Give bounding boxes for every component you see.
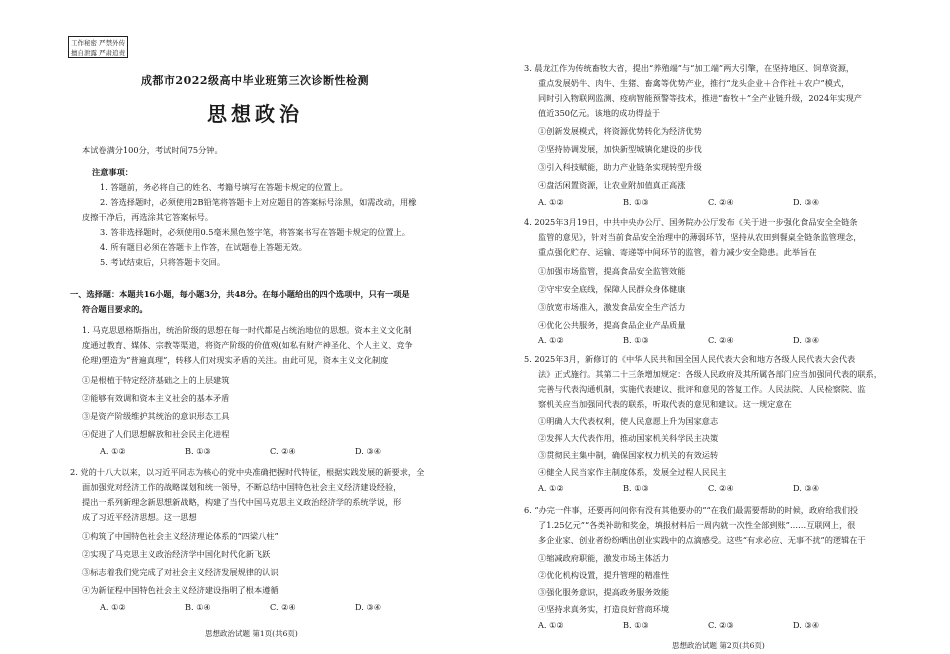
q5-option-d[interactable]: D. ③④ xyxy=(793,483,820,493)
q3-options xyxy=(538,197,878,207)
stamp-line-1: 工作秘密 严禁外传 xyxy=(71,39,126,47)
subject-title: 思想政治 xyxy=(207,102,303,126)
q4-option-b[interactable]: B. ①③ xyxy=(623,335,649,345)
q6-item-2: ②优化机构设置，提升管理的精准性 xyxy=(538,570,670,580)
q5-item-4: ④健全人民当家作主制度体系，发展全过程人民民主 xyxy=(538,467,727,477)
note-5: 5. 考试结束后，只将答题卡交回。 xyxy=(100,257,226,267)
q2-item-2: ②实现了马克思主义政治经济学中国化时代化新飞跃 xyxy=(82,549,271,559)
q5-option-a[interactable]: A. ①② xyxy=(538,483,564,493)
q3-stem-1: 3. 晨龙江作为传统畜牧大省，提出“养殖端”与“加工端”两大引擎，在坚持地区、饲草资源， xyxy=(524,63,855,73)
q1-options xyxy=(100,446,440,456)
q4-stem-2: 监管的意见》，针对当前食品安全治理中的薄弱环节，坚持从农田到餐桌全链条监管理念， xyxy=(538,232,862,242)
q6-item-3: ③强化服务意识，提高政务服务效能 xyxy=(538,587,670,597)
q3-stem-2: 重点发展奶牛、肉牛、生猪、畜禽等优势产业，推行“龙头企业＋合作社＋农户”模式， xyxy=(538,78,850,88)
q1-stem-3: 伦理)塑造为“普遍真理”，转移人们对现实矛盾的关注。由此可见，资本主义文化制度 xyxy=(82,355,389,365)
note-2-cont: 皮擦干净后，再选涂其它答案标号。 xyxy=(82,212,214,222)
notes-title: 注意事项： xyxy=(92,167,133,177)
q5-stem-3: 完善与代表沟通机制，实施代表建议、批评和意见的答复工作。人民法院、人民检察院、监 xyxy=(538,384,866,394)
q3-item-3: ③引入科技赋能，助力产业链条实现转型升级 xyxy=(538,162,702,172)
q2-option-a[interactable]: A. ①② xyxy=(100,602,126,612)
q2-options xyxy=(100,602,440,612)
q4-item-2: ②守牢安全底线，保障人民群众身体健康 xyxy=(538,284,686,294)
q4-stem-1: 4. 2025年3月19日，中共中央办公厅、国务院办公厅发布《关于进一步强化食品安全全链条 xyxy=(524,217,858,227)
q5-stem-4: 察机关应当加强同代表的联系，听取代表的意见和建议。这一规定意在 xyxy=(538,399,792,409)
q4-option-c[interactable]: C. ②④ xyxy=(708,335,734,345)
q6-stem-1: 6. “办完一件事，还要再问问你有没有其他要办的”“在我们最需要帮助的时候，政府给我们投 xyxy=(524,505,859,515)
q3-stem-4: 值近350亿元。该地的成功得益于 xyxy=(538,108,661,118)
q4-option-d[interactable]: D. ③④ xyxy=(793,335,820,345)
q4-options xyxy=(538,335,878,345)
page-footer-left: 思想政治试题 第1页(共6页) xyxy=(205,629,298,638)
q4-item-4: ④优化公共服务，提高食品企业产品质量 xyxy=(538,320,686,330)
q6-option-d[interactable]: D. ③④ xyxy=(793,620,820,630)
exam-title: 成都市2022级高中毕业班第三次诊断性检测 xyxy=(140,74,370,87)
q1-option-d[interactable]: D. ③④ xyxy=(355,446,382,456)
q2-option-b[interactable]: B. ①④ xyxy=(185,602,211,612)
q3-option-a[interactable]: A. ①② xyxy=(538,197,564,207)
q2-item-4: ④为新征程中国特色社会主义经济建设指明了根本遵循 xyxy=(82,585,279,595)
section-title-line-1: 一、选择题：本题共16小题，每小题3分，共48分。在每小题给出的四个选项中，只有一项是 xyxy=(70,289,410,299)
q6-stem-2: 了1.25亿元”“各类补助和奖金，填报材料后一周内就一次性全部到账”……互联网上，很 xyxy=(538,520,856,530)
q1-stem-2: 度通过教育、媒体、宗教等渠道，将资产阶级的价值观(如私有财产神圣化、个人主义、竞争 xyxy=(82,340,413,350)
section-title-line-2: 符合题目要求的。 xyxy=(82,304,148,314)
q6-option-c[interactable]: C. ②③ xyxy=(708,620,734,630)
q1-stem-1: 1. 马克思恩格斯指出，统治阶级的思想在每一时代都是占统治地位的思想。资本主义文化制 xyxy=(82,325,412,335)
note-4: 4. 所有题目必须在答题卡上作答，在试题卷上答题无效。 xyxy=(100,242,307,252)
q2-stem-4: 成了习近平经济思想。这一思想 xyxy=(82,512,197,522)
q3-option-b[interactable]: B. ①③ xyxy=(623,197,649,207)
note-3: 3. 答非选择题时，必须使用0.5毫米黑色签字笔，将答案书写在答题卡规定的位置上。 xyxy=(100,227,410,237)
q6-item-1: ①缩减政府职能，激发市场主体活力 xyxy=(538,553,670,563)
q3-option-d[interactable]: D. ③④ xyxy=(793,197,820,207)
q5-option-c[interactable]: C. ②④ xyxy=(708,483,734,493)
exam-info: 本试卷满分100分，考试时间75分钟。 xyxy=(82,145,223,155)
q5-stem-2: 法》正式施行。其第二十三条增加规定：各级人民政府及其所属各部门应当加强同代表的联系， xyxy=(538,369,882,379)
q1-option-c[interactable]: C. ②④ xyxy=(270,446,296,456)
q2-stem-1: 2. 党的十八大以来，以习近平同志为核心的党中央准确把握时代特征，根据实践发展的新要求，全 xyxy=(70,467,425,477)
q3-item-4: ④盘活闲置资源，让农业附加值真正高涨 xyxy=(538,180,686,190)
q5-options xyxy=(538,483,878,493)
confidential-stamp xyxy=(68,36,128,58)
q1-item-3: ③是资产阶级维护其统治的意识形态工具 xyxy=(82,411,230,421)
q2-stem-2: 面加强党对经济工作的战略谋划和统一领导，不断总结中国特色社会主义经济建设经验， xyxy=(82,482,402,492)
q3-item-1: ①创新发展模式，将资源优势转化为经济优势 xyxy=(538,126,702,136)
q1-option-a[interactable]: A. ①② xyxy=(100,446,126,456)
q3-option-c[interactable]: C. ②④ xyxy=(708,197,734,207)
q2-option-c[interactable]: C. ②④ xyxy=(270,602,296,612)
q6-option-a[interactable]: A. ①② xyxy=(538,620,564,630)
q2-item-1: ①构筑了中国特色社会主义经济理论体系的“四梁八柱” xyxy=(82,531,279,541)
q5-item-2: ②发挥人大代表作用，推动国家机关科学民主决策 xyxy=(538,433,719,443)
q4-item-3: ③放宽市场准入，激发食品安全生产活力 xyxy=(538,302,686,312)
q4-stem-3: 重点强化贮存、运输、寄递等中间环节的监管，着力减少安全隐患。此举旨在 xyxy=(538,247,817,257)
q5-item-1: ①明确人大代表权利，使人民意愿上升为国家意志 xyxy=(538,416,719,426)
q3-stem-3: 同时引入物联网监测、疫病智能预警等技术，推进“畜牧＋”全产业链升级，2024年实现产 xyxy=(538,93,862,103)
q4-item-1: ①加强市场监管，提高食品安全监管效能 xyxy=(538,266,686,276)
q3-item-2: ②坚持协调发展，加快新型城镇化建设的步伐 xyxy=(538,144,702,154)
q5-stem-1: 5. 2025年3月，新修订的《中华人民共和国全国人民代表大会和地方各级人民代表大会代表 xyxy=(524,354,856,364)
note-2: 2. 答选择题时，必须使用2B铅笔将答题卡上对应题目的答案标号涂黑，如需改动，用橡 xyxy=(100,197,417,207)
q6-item-4: ④坚持求真务实，打造良好营商环境 xyxy=(538,604,670,614)
q6-stem-3: 多企业家、创业者纷纷晒出创业实践中的点滴感受。这些“有求必应、无事不扰”的逻辑在于 xyxy=(538,535,866,545)
q5-option-b[interactable]: B. ①③ xyxy=(623,483,649,493)
stamp-line-2: 擅自泄露 严肃追责 xyxy=(71,49,126,57)
q4-option-a[interactable]: A. ①② xyxy=(538,335,564,345)
q2-option-d[interactable]: D. ③④ xyxy=(355,602,382,612)
note-1: 1. 答题前，务必将自己的姓名、考籍号填写在答题卡规定的位置上。 xyxy=(100,182,348,192)
page-footer-right: 思想政治试题 第2页(共6页) xyxy=(672,641,765,650)
q5-item-3: ③贯彻民主集中制，确保国家权力机关的有效运转 xyxy=(538,450,719,460)
q2-item-3: ③标志着我们党完成了对社会主义经济发展规律的认识 xyxy=(82,567,279,577)
q1-item-4: ④促进了人们思想解放和社会民主化进程 xyxy=(82,429,230,439)
q6-option-b[interactable]: B. ①③ xyxy=(623,620,649,630)
q1-item-1: ①是根植于特定经济基础之上的上层建筑 xyxy=(82,375,230,385)
q2-stem-3: 提出一系列新理念新思想新战略，构建了当代中国马克思主义政治经济学的系统学说，形 xyxy=(82,497,402,507)
q6-options xyxy=(538,620,878,630)
q1-item-2: ②能够有效调和资本主义社会的基本矛盾 xyxy=(82,393,230,403)
q1-option-b[interactable]: B. ①③ xyxy=(185,446,211,456)
